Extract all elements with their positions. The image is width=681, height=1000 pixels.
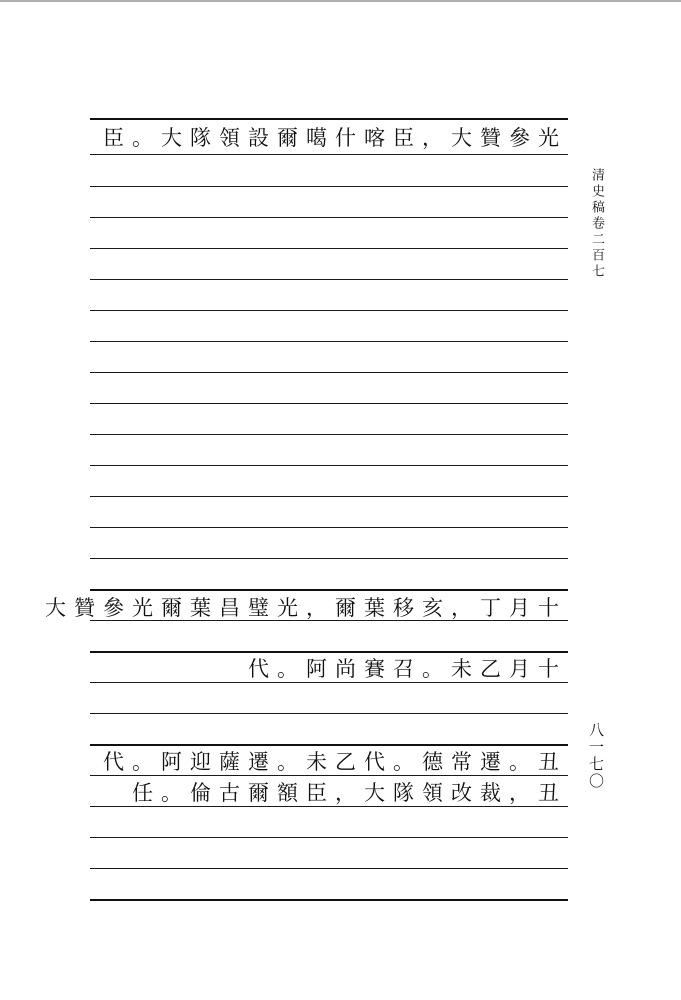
table-rule	[90, 465, 568, 466]
table-rule	[90, 899, 568, 901]
table-rule	[90, 434, 568, 435]
table-rule	[90, 620, 568, 621]
table-rule	[90, 527, 568, 528]
table-rule	[90, 154, 568, 155]
table-row: 代。阿尚賽召。未乙月十	[248, 657, 567, 681]
table-rule	[90, 217, 568, 218]
table-row: 代。阿迎薩遷。未乙代。德常遷。丑	[103, 750, 567, 774]
table-rule	[90, 682, 568, 683]
table-rule	[90, 806, 568, 807]
table-rule	[90, 651, 568, 653]
table-row: 任。倫古爾額臣，大隊領改裁，丑	[132, 781, 567, 805]
table-row: 大贊參光爾葉昌璧光，爾葉移亥，丁月十	[45, 596, 567, 620]
table-rule	[90, 744, 568, 746]
table-rule	[90, 186, 568, 187]
table-rule	[90, 558, 568, 559]
table-rule	[90, 279, 568, 280]
table-rule	[90, 248, 568, 249]
table-rule	[90, 341, 568, 342]
table-rule	[90, 713, 568, 714]
page-top-edge	[0, 0, 681, 2]
table-rule	[90, 118, 568, 120]
table-rule	[90, 837, 568, 838]
table-rule	[90, 868, 568, 869]
table-rule	[90, 310, 568, 311]
table-rule	[90, 589, 568, 591]
table-rule	[90, 775, 568, 776]
page-number: 八一七〇	[587, 722, 605, 790]
table-rule	[90, 496, 568, 497]
table-rule	[90, 403, 568, 404]
table-rule	[90, 372, 568, 373]
book-title: 清史稿卷二百七	[589, 168, 604, 280]
table-row: 臣。大隊領設爾噶什喀臣，大贊參光	[103, 126, 567, 150]
